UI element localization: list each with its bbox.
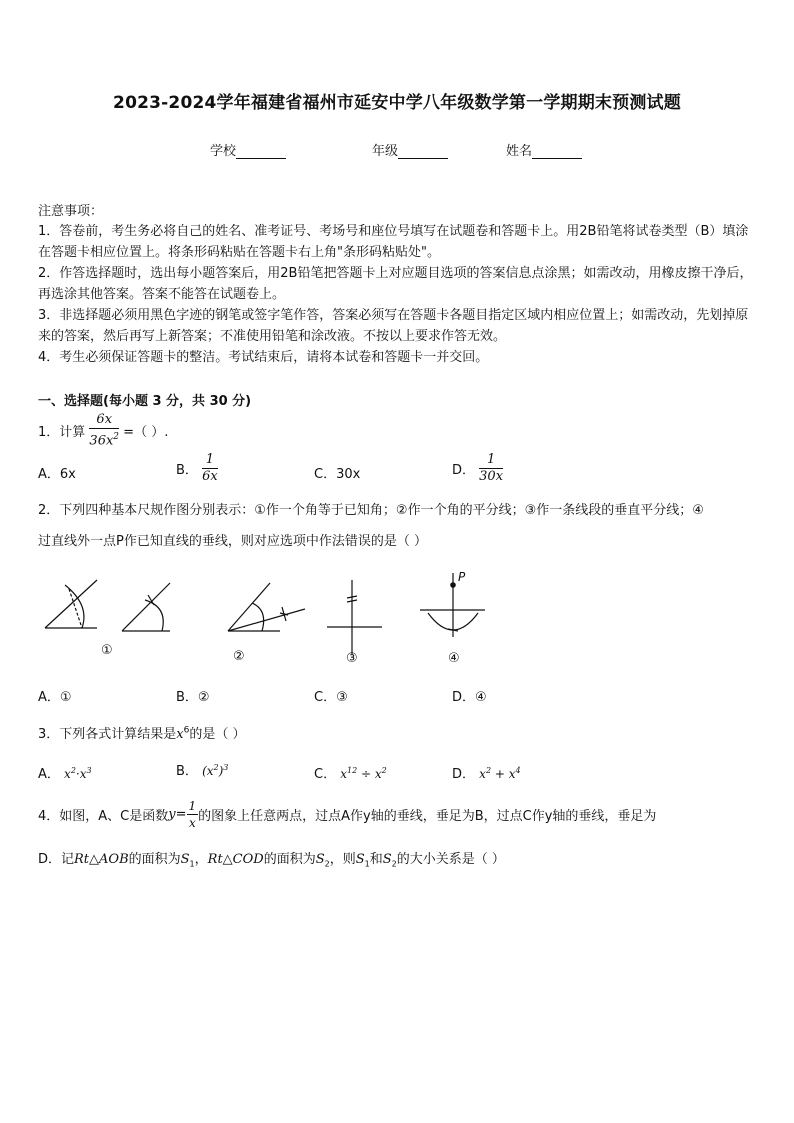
fig-label-4: ④ [448, 651, 460, 666]
q1-option-d-den: 30x [479, 469, 504, 484]
grade-label: 年级 [372, 144, 399, 159]
q4-line2-g: 的大小关系是（ ） [396, 852, 505, 867]
grade-blank[interactable] [398, 144, 448, 159]
q1-numerator: 6x [89, 412, 119, 429]
q4-line2-b: 的面积为 [128, 852, 181, 867]
q4-s2-sub: 2 [324, 859, 330, 869]
q3-option-c[interactable] [314, 763, 387, 782]
fig4-point-label: P [458, 570, 466, 584]
q1-denominator-exponent: 2 [113, 432, 120, 442]
q2-option-c[interactable]: C．③ [314, 690, 348, 705]
fig-label-2: ② [233, 649, 245, 664]
q1-option-b-fraction [202, 452, 218, 485]
q2-option-d[interactable]: D．④ [452, 690, 487, 705]
q3-option-a[interactable] [38, 763, 92, 782]
fig2-bisector [228, 583, 305, 631]
fig3-perpendicular-bisector [327, 580, 382, 655]
question-3 [38, 723, 246, 742]
name-field [506, 140, 582, 159]
question-1 [38, 412, 168, 449]
q4-s2: S [315, 852, 325, 867]
q4-line2-a: D．记 [38, 852, 75, 867]
q3-option-a-label: A． [38, 767, 60, 782]
q4-line2-e: ，则 [329, 852, 356, 867]
fig1-angle-b [122, 583, 170, 631]
notice-item-1: 1．答卷前，考生务必将自己的姓名、准考证号、考场号和座位号填写在试题卷和答题卡上。用2B铅笔将试卷类型（B）填涂在答题卡相应位置上。将条形码粘贴在答题卡右上角"条形码粘贴处"。 [38, 224, 749, 260]
q1-option-b[interactable] [176, 452, 218, 485]
fig-label-1: ① [101, 643, 113, 658]
q4-s2-ref-sub: 2 [391, 859, 397, 869]
q2-line-1: 2．下列四种基本尺规作图分别表示：①作一个角等于已知角；②作一个角的平分线；③作一条线段的垂直平分线；④ [38, 503, 704, 518]
q3-prefix: 3．下列各式计算结果是 [38, 727, 177, 742]
q1-option-b-den: 6x [202, 469, 218, 484]
page-title: 2023-2024学年福建省福州市延安中学八年级数学第一学期期末预测试题 [113, 93, 681, 113]
q2-line-2: 过直线外一点P作已知直线的垂线，则对应选项中作法错误的是（ ） [38, 534, 427, 549]
q4-triangle-aob: Rt△AOB [74, 852, 129, 867]
name-blank[interactable] [532, 144, 582, 159]
q1-denominator: 36x [89, 433, 114, 449]
q1-option-d[interactable] [452, 452, 503, 485]
q3-option-d[interactable] [452, 763, 521, 782]
notice-item-4: 4．考生必须保证答题卡的整洁。考试结束后，请将本试卷和答题卡一并交回。 [38, 350, 489, 365]
q4-triangle-cod: Rt△COD [207, 852, 264, 867]
q3-suffix: 的是（ ） [189, 727, 246, 742]
q3-exponent: 6 [183, 725, 190, 736]
q1-option-b-num: 1 [202, 452, 218, 469]
fig4-perpendicular-from-point [420, 573, 485, 637]
q3-base: x [176, 727, 184, 742]
q1-option-c[interactable]: C．30x [314, 467, 361, 482]
q1-option-d-num: 1 [479, 452, 503, 469]
q4-line2-f: 和 [369, 852, 383, 867]
q2-figures [30, 565, 490, 675]
q3-option-a-expr: $x^2\cdot x^3$ [64, 766, 92, 781]
q4-line1-prefix: 4．如图，A、C是函数 [38, 809, 169, 824]
q3-option-b-label: B． [176, 764, 198, 779]
school-field [210, 140, 286, 159]
notice-item-2: 2．作答选择题时，选出每小题答案后，用2B铅笔把答题卡上对应题目选项的答案信息点涂黑；如需改动，用橡皮擦干净后，再选涂其他答案。答案不能答在试题卷上。 [38, 266, 753, 302]
q4-line1-suffix: 的图象上任意两点，过点A作y轴的垂线，垂足为B，过点C作y轴的垂线，垂足为 [198, 809, 657, 824]
q4-s1: S [180, 852, 190, 867]
q1-option-d-label: D． [452, 463, 476, 478]
q1-suffix: =（ ）. [123, 425, 169, 441]
name-label: 姓名 [506, 144, 533, 159]
q4-func-num: 1 [188, 799, 197, 813]
school-label: 学校 [210, 144, 237, 159]
q4-line2-d: 的面积为 [263, 852, 316, 867]
q1-prefix: 1．计算 [38, 425, 86, 441]
q2-option-a[interactable]: A．① [38, 690, 72, 705]
q4-func-den: x [188, 816, 196, 830]
notice-heading: 注意事项： [38, 204, 104, 219]
q4-s2-ref: S [382, 852, 392, 867]
grade-field [372, 140, 448, 159]
fig-label-3: ③ [346, 651, 358, 666]
q4-s1-ref-sub: 1 [364, 859, 370, 869]
q4-line-2 [38, 848, 505, 869]
q3-option-b-expr: $(x^2)^3$ [202, 763, 229, 778]
notice-item-3: 3．非选择题必须用黑色字迹的钢笔或签字笔作答，答案必须写在答题卡各题目指定区域内相应位置上；如需改动，先划掉原来的答案，然后再写上新答案；不准使用铅笔和涂改液。不按以上要求作答无效。 [38, 308, 749, 344]
q4-line-1 [38, 798, 656, 831]
q2-option-b[interactable]: B．② [176, 690, 210, 705]
q4-func-eq: = [175, 807, 187, 822]
q1-option-b-label: B． [176, 463, 198, 478]
q3-option-d-expr: $x^2 + x^4$ [479, 766, 521, 781]
q4-line2-c: ， [194, 852, 208, 867]
q3-option-b[interactable] [176, 760, 228, 779]
q4-s1-ref: S [355, 852, 365, 867]
q1-option-d-fraction [479, 452, 503, 485]
q3-option-c-expr: $x^{12} \div x^2$ [340, 766, 387, 781]
q1-option-a[interactable]: A．6x [38, 467, 76, 482]
q4-func-y: y [168, 807, 176, 822]
q4-func-fraction [187, 798, 199, 831]
fig1-angle-a [45, 580, 97, 628]
school-blank[interactable] [236, 144, 286, 159]
section-title: 一、选择题(每小题 3 分，共 30 分) [38, 394, 252, 409]
q3-option-c-label: C． [314, 767, 337, 782]
q4-s1-sub: 1 [189, 859, 195, 869]
q3-option-d-label: D． [452, 767, 476, 782]
q1-fraction [89, 412, 119, 449]
